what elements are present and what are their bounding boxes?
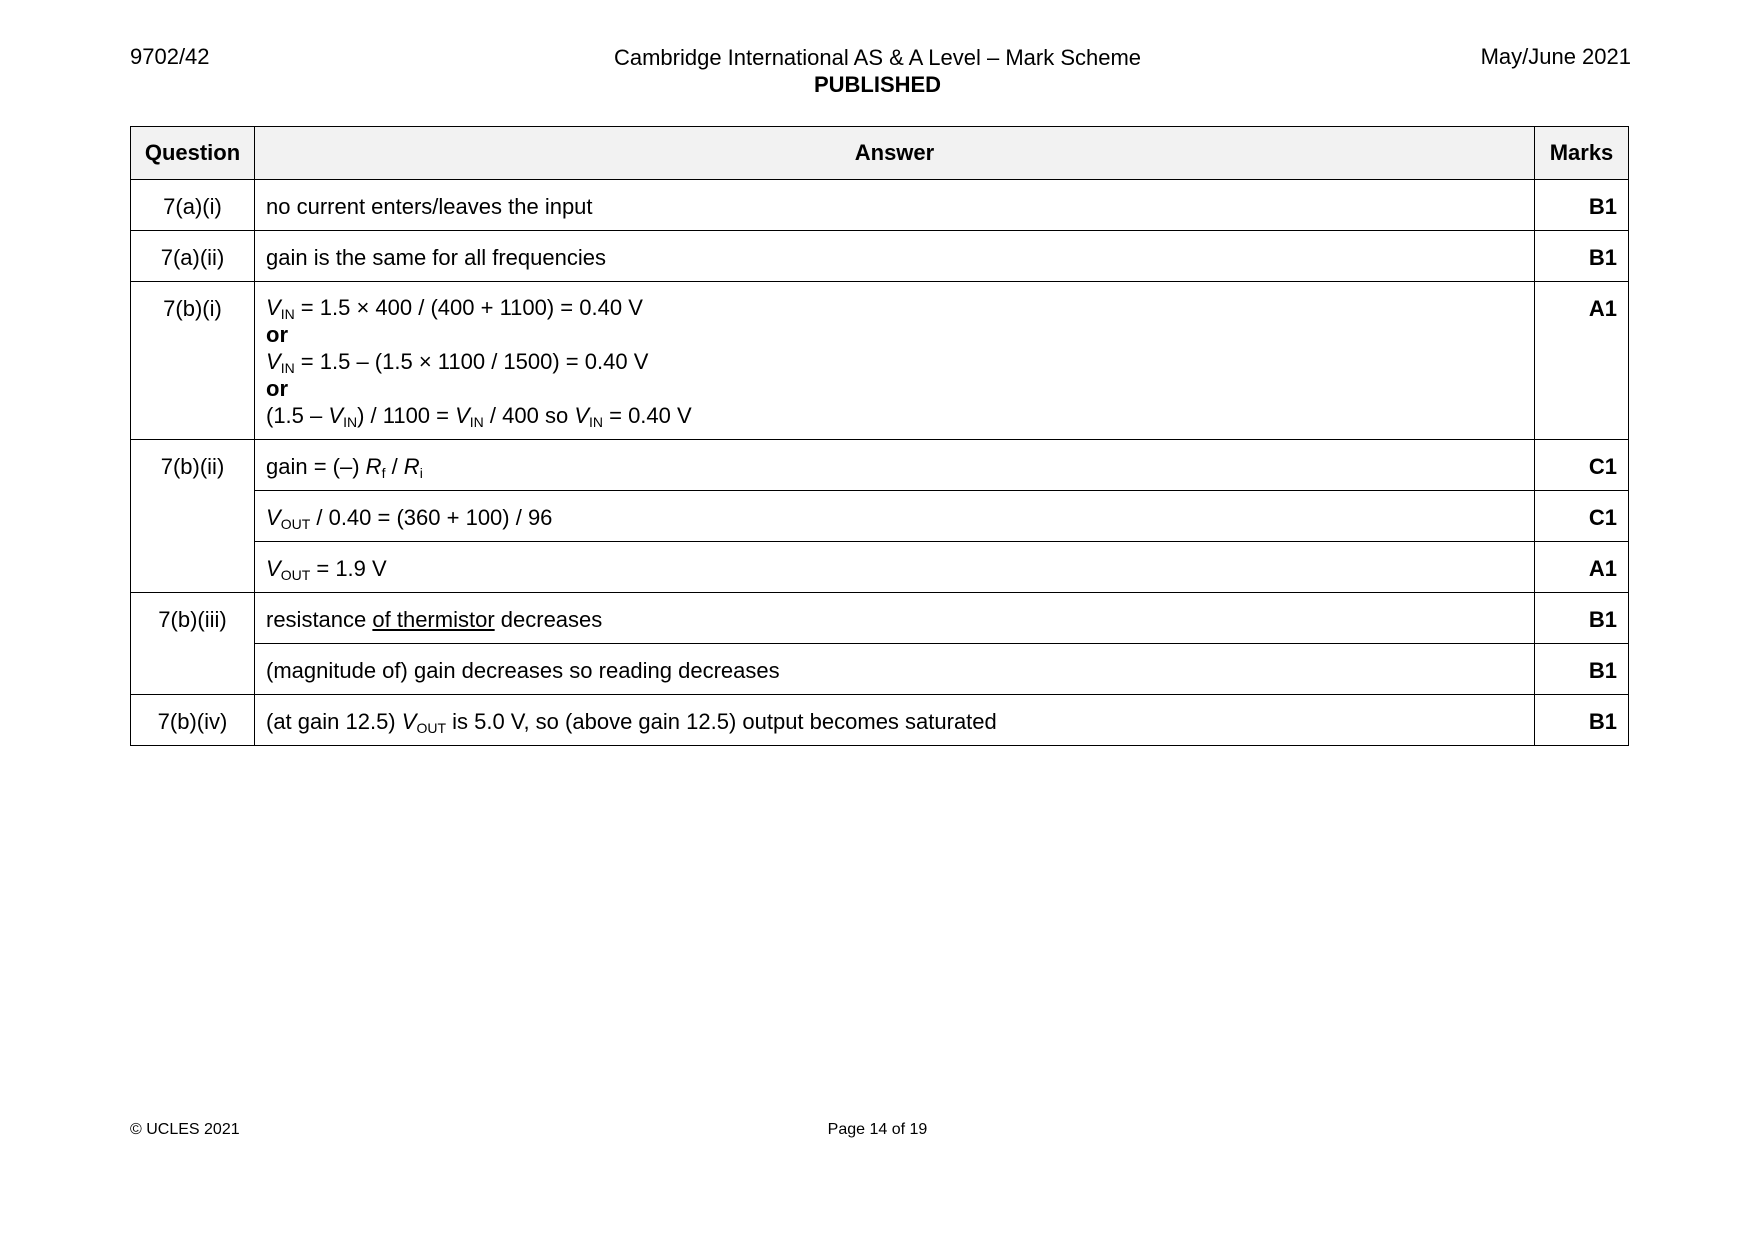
table-row	[131, 440, 1629, 491]
answer-line: $V_{IN} = 1.5 \times 400 / (400 + 1100) = 0.40$ V	[266, 295, 643, 322]
answer-cell: $V_{OUT} / 0.40 = (360 + 100) / 96$	[255, 491, 1535, 542]
answer-line: $(1.5 - V_{IN}) / 1100 = V_{IN} / 400$ so $V_{IN} = 0.40$ V	[266, 403, 692, 430]
marks-cell: B1	[1535, 644, 1629, 695]
question-cell: 7(b)(ii)	[131, 440, 255, 593]
marks-cell: B1	[1535, 231, 1629, 282]
marks-cell: B1	[1535, 180, 1629, 231]
answer-cell: gain = (–) $R_f / R_i$	[255, 440, 1535, 491]
table-row	[131, 542, 1629, 593]
answer-cell: (at gain 12.5) $V_{OUT}$ is 5.0 V, so (above gain 12.5) output becomes saturated	[255, 695, 1535, 746]
table-row	[131, 282, 1629, 440]
or-label: or	[266, 376, 288, 401]
table-row	[131, 491, 1629, 542]
table-header-row	[131, 127, 1629, 180]
published-label: PUBLISHED	[813, 72, 942, 97]
title-text: Cambridge International AS & A Level – Mark Scheme	[613, 45, 1142, 70]
answer-cell: gain is the same for all frequencies	[255, 231, 1535, 282]
column-header-question: Question	[131, 127, 255, 180]
marks-cell: A1	[1535, 282, 1629, 440]
table-row	[131, 231, 1629, 282]
column-header-marks: Marks	[1535, 127, 1629, 180]
question-cell: 7(b)(iv)	[131, 695, 255, 746]
marks-cell: B1	[1535, 695, 1629, 746]
answer-cell: $V_{OUT} = 1.9$ V	[255, 542, 1535, 593]
mark-scheme-table	[130, 126, 1629, 746]
answer-cell: resistance of thermistor decreases	[255, 593, 1535, 644]
answer-cell: (magnitude of) gain decreases so reading decreases	[255, 644, 1535, 695]
marks-cell: B1	[1535, 593, 1629, 644]
question-cell: 7(b)(iii)	[131, 593, 255, 695]
question-cell: 7(b)(i)	[131, 282, 255, 440]
question-cell: 7(a)(ii)	[131, 231, 255, 282]
question-cell: 7(a)(i)	[131, 180, 255, 231]
answer-line: $V_{IN} = 1.5 - (1.5 \times 1100 / 1500) = 0.40$ V	[266, 349, 649, 376]
column-header-answer: Answer	[255, 127, 1535, 180]
marks-cell: C1	[1535, 491, 1629, 542]
table-row	[131, 180, 1629, 231]
table-row	[131, 695, 1629, 746]
marks-cell: C1	[1535, 440, 1629, 491]
marks-cell: A1	[1535, 542, 1629, 593]
exam-session: May/June 2021	[1480, 44, 1631, 69]
page-number: Page 14 of 19	[827, 1121, 928, 1138]
answer-cell	[255, 282, 1535, 440]
table-row	[131, 593, 1629, 644]
answer-cell: no current enters/leaves the input	[255, 180, 1535, 231]
paper-code: 9702/42	[130, 44, 210, 69]
copyright: © UCLES 2021	[130, 1121, 240, 1138]
table-row	[131, 644, 1629, 695]
or-label: or	[266, 322, 288, 347]
